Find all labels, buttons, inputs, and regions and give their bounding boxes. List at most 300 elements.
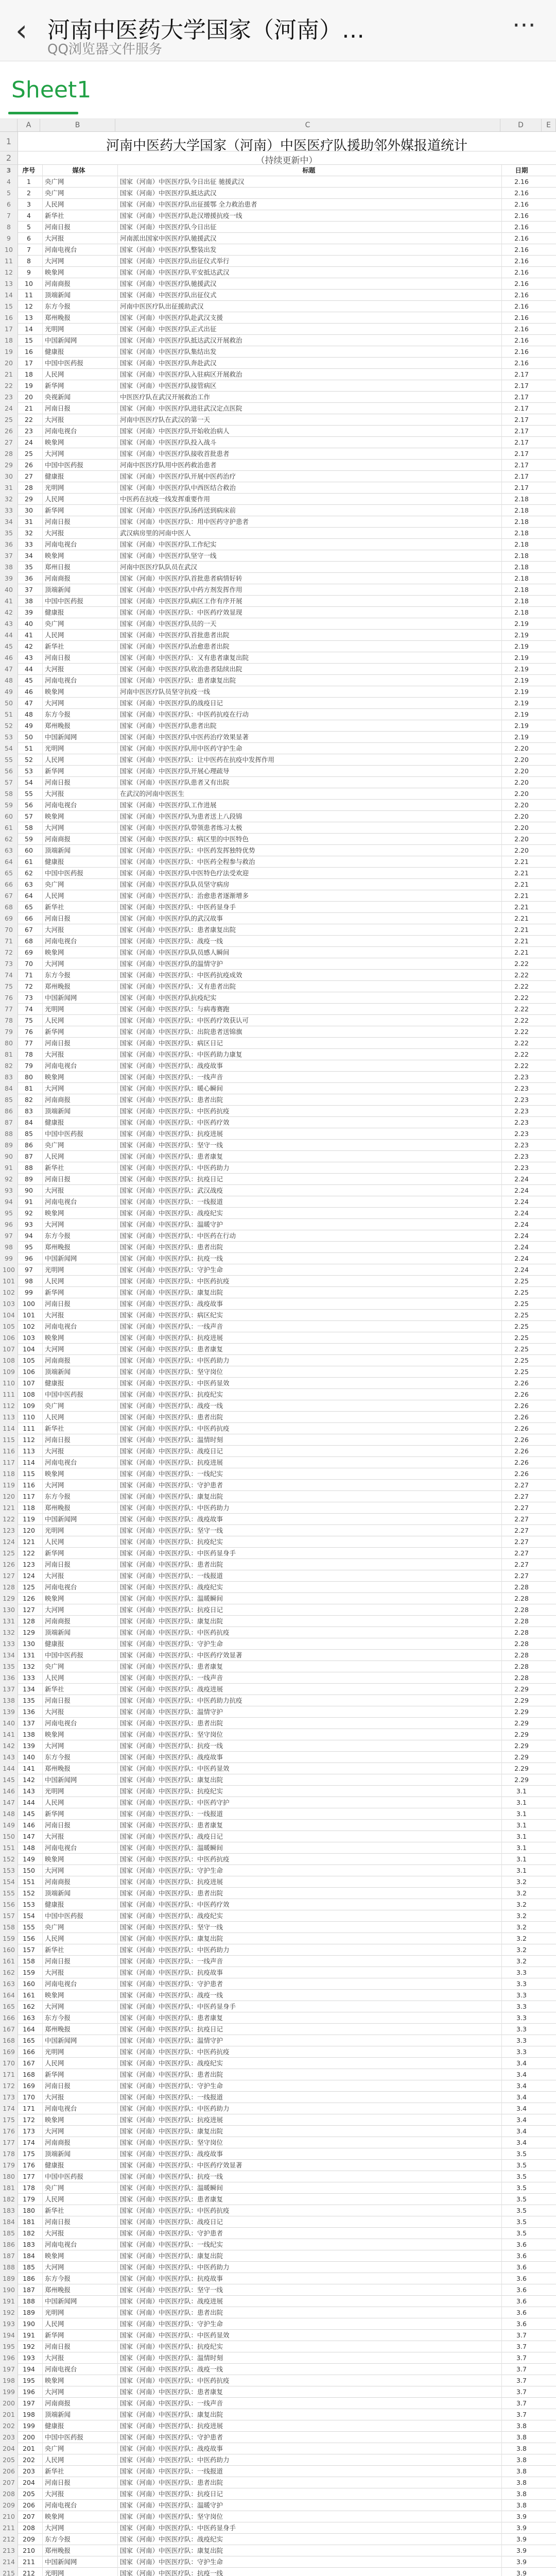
header-date[interactable]: 日期 [501,165,541,176]
cell-media[interactable]: 人民网 [42,2194,117,2205]
row-number[interactable]: 195 [0,2341,18,2352]
cell-headline[interactable]: 国家（河南）中医医疗队：康复出院 [117,2545,502,2556]
cell-media[interactable]: 新华社 [42,2205,117,2216]
row-number[interactable]: 58 [0,788,18,800]
cell-index[interactable]: 50 [25,733,33,741]
spreadsheet[interactable] [0,119,556,2576]
cell-index[interactable]: 38 [25,597,33,605]
cell-media[interactable]: 光明网 [42,1004,117,1015]
cell-media[interactable]: 河南商报 [42,1094,117,1106]
cell-media[interactable]: 光明网 [42,1786,117,1797]
cell-date[interactable]: 3.7 [501,2352,541,2364]
cell-headline[interactable]: 国家（河南）中医医疗队开始收治病人 [117,426,502,437]
cell-index[interactable]: 180 [23,2207,35,2214]
cell-index[interactable]: 128 [23,1617,35,1625]
row-number[interactable]: 138 [0,1695,18,1706]
cell-index[interactable]: 7 [27,246,31,253]
row-number[interactable]: 210 [0,2511,18,2522]
row-number[interactable]: 115 [0,1434,18,1446]
cell-media[interactable]: 河南电视台 [42,1321,117,1332]
row-number[interactable]: 76 [0,992,18,1004]
cell-date[interactable]: 3.4 [501,2092,541,2103]
cell-date[interactable]: 2.20 [501,845,541,856]
cell-media[interactable]: 新华社 [42,1684,117,1695]
cell-headline[interactable]: 中医药在抗疫一线发挥重要作用 [117,494,502,505]
row-number[interactable]: 45 [0,641,18,652]
cell-date[interactable]: 3.1 [501,1865,541,1876]
cell-date[interactable]: 3.9 [501,2545,541,2556]
cell-headline[interactable]: 国家（河南）中医医疗队用中医药守护生命 [117,743,502,754]
cell-media[interactable]: 河南日报 [42,2477,117,2488]
cell-media[interactable]: 大河报 [42,1049,117,1060]
cell-headline[interactable]: 国家（河南）中医医疗队：战疫日记 [117,1446,502,1457]
cell-media[interactable]: 央广网 [42,1400,117,1412]
cell-date[interactable]: 3.5 [501,2148,541,2160]
cell-date[interactable]: 2.23 [501,1072,541,1083]
cell-index[interactable]: 204 [23,2479,35,2486]
cell-index[interactable]: 163 [23,2014,35,2022]
cell-media[interactable]: 映象网 [42,437,117,448]
cell-headline[interactable]: 国家（河南）中医医疗队出征仪式举行 [117,256,502,267]
cell-headline[interactable]: 国家（河南）中医医疗队：中医药助力 [117,1502,502,1514]
cell-headline[interactable]: 国家（河南）中医医疗队：中医药助力康复 [117,1049,502,1060]
row-number[interactable]: 40 [0,584,18,596]
row-number[interactable]: 123 [0,1525,18,1536]
cell-index[interactable]: 200 [23,2433,35,2441]
cell-headline[interactable]: 国家（河南）中医医疗队：中医药助力 [117,1944,502,1956]
cell-headline[interactable]: 国家（河南）中医医疗队：中医药助力 [117,2454,502,2466]
cell-headline[interactable]: 国家（河南）中医医疗队：守护生命 [117,1264,502,1276]
cell-index[interactable]: 33 [25,540,33,548]
cell-date[interactable]: 2.16 [501,335,541,346]
cell-date[interactable]: 2.23 [501,1162,541,1174]
cell-headline[interactable]: 国家（河南）中医医疗队首批患者病情好转 [117,573,502,584]
cell-date[interactable]: 3.9 [501,2534,541,2545]
cell-date[interactable]: 2.16 [501,199,541,210]
cell-date[interactable]: 3.5 [501,2160,541,2171]
cell-headline[interactable]: 国家（河南）中医医疗队：患者出院 [117,1559,502,1570]
cell-index[interactable]: 15 [25,336,33,344]
cell-media[interactable]: 映象网 [42,1072,117,1083]
row-number[interactable]: 103 [0,1298,18,1310]
cell-index[interactable]: 172 [23,2116,35,2124]
row-number[interactable]: 190 [0,2284,18,2296]
cell-index[interactable]: 160 [23,1980,35,1988]
cell-headline[interactable]: 国家（河南）中医医疗队出征援鄂 全力救治患者 [117,199,502,210]
cell-media[interactable]: 河南电视台 [42,2500,117,2511]
row-number[interactable]: 107 [0,1344,18,1355]
cell-headline[interactable]: 国家（河南）中医医疗队：一线报道 [117,1570,502,1582]
cell-date[interactable]: 3.4 [501,2137,541,2148]
cell-headline[interactable]: 国家（河南）中医医疗队：战疫一线 [117,936,502,947]
cell-index[interactable]: 188 [23,2297,35,2305]
cell-media[interactable]: 顶端新闻 [42,290,117,301]
cell-date[interactable]: 3.2 [501,1933,541,1944]
row-number[interactable]: 49 [0,686,18,698]
cell-media[interactable]: 郑州晚报 [42,720,117,732]
cell-headline[interactable]: 国家（河南）中医医疗队：一线报道 [117,1196,502,1208]
row-number[interactable]: 185 [0,2228,18,2239]
cell-date[interactable]: 2.20 [501,811,541,822]
row-number[interactable]: 20 [0,358,18,369]
cell-media[interactable]: 河南电视台 [42,2239,117,2250]
cell-headline[interactable]: 国家（河南）中医医疗队：中医药抗疫 [117,2375,502,2386]
cell-headline[interactable]: 国家（河南）中医医疗队：温情时刻 [117,1434,502,1446]
cell-headline[interactable]: 国家（河南）中医医疗队：温暖守护 [117,1219,502,1230]
cell-date[interactable]: 2.27 [501,1491,541,1502]
row-number[interactable]: 100 [0,1264,18,1276]
cell-index[interactable]: 51 [25,744,33,752]
cell-headline[interactable]: 国家（河南）中医医疗队：坚守一线 [117,1525,502,1536]
cell-index[interactable]: 27 [25,472,33,480]
cell-headline[interactable]: 国家（河南）中医医疗队：抗疫日记 [117,2024,502,2035]
row-number[interactable]: 147 [0,1797,18,1808]
cell-index[interactable]: 16 [25,348,33,355]
cell-index[interactable]: 146 [23,1821,35,1829]
cell-date[interactable]: 3.7 [501,2409,541,2420]
row-number[interactable]: 171 [0,2069,18,2080]
cell-media[interactable]: 中国新闻网 [42,335,117,346]
cell-media[interactable]: 映象网 [42,1593,117,1604]
row-number[interactable]: 188 [0,2262,18,2273]
row-number[interactable]: 46 [0,652,18,664]
cell-index[interactable]: 148 [23,1844,35,1852]
row-number[interactable]: 93 [0,1185,18,1196]
cell-media[interactable]: 大河报 [42,2092,117,2103]
cell-headline[interactable]: 国家（河南）中医医疗队：抗疫进展 [117,1457,502,1468]
row-number[interactable]: 154 [0,1876,18,1888]
cell-headline[interactable]: 国家（河南）中医医疗队：抗疫纪实 [117,1536,502,1548]
row-number[interactable]: 83 [0,1072,18,1083]
cell-media[interactable]: 河南电视台 [42,1582,117,1593]
cell-date[interactable]: 2.20 [501,766,541,777]
cell-date[interactable]: 2.24 [501,1264,541,1276]
cell-headline[interactable]: 国家（河南）中医医疗队：康复出院 [117,2126,502,2137]
cell-media[interactable]: 人民网 [42,1276,117,1287]
cell-date[interactable]: 3.8 [501,2443,541,2454]
cell-headline[interactable]: 国家（河南）中医医疗队：坚守一线 [117,1140,502,1151]
cell-index[interactable]: 126 [23,1595,35,1602]
cell-headline[interactable]: 国家（河南）中医医疗队治愈患者出院 [117,641,502,652]
cell-index[interactable]: 36 [25,574,33,582]
row-number[interactable]: 132 [0,1627,18,1638]
cell-index[interactable]: 60 [25,846,33,854]
cell-index[interactable]: 125 [23,1583,35,1591]
cell-date[interactable]: 3.4 [501,2069,541,2080]
cell-index[interactable]: 23 [25,427,33,435]
cell-index[interactable]: 112 [23,1436,35,1444]
cell-headline[interactable]: 国家（河南）中医医疗队：坚守岗位 [117,2511,502,2522]
cell-headline[interactable]: 国家（河南）中医医疗队：中医药抗疫 [117,1276,502,1287]
cell-headline[interactable]: 国家（河南）中医医疗队：用中医药守护患者 [117,516,502,528]
cell-media[interactable]: 大河报 [42,2228,117,2239]
cell-media[interactable]: 健康报 [42,856,117,868]
cell-index[interactable]: 210 [23,2547,35,2554]
row-number[interactable]: 142 [0,1740,18,1752]
cell-headline[interactable]: 国家（河南）中医医疗队赴汉增援抗疫一线 [117,210,502,222]
cell-date[interactable]: 2.25 [501,1344,541,1355]
cell-date[interactable]: 2.27 [501,1480,541,1491]
cell-date[interactable]: 2.21 [501,947,541,958]
row-number[interactable]: 16 [0,312,18,324]
cell-date[interactable]: 2.22 [501,1049,541,1060]
cell-date[interactable]: 2.29 [501,1706,541,1718]
cell-date[interactable]: 2.20 [501,834,541,845]
cell-index[interactable]: 57 [25,812,33,820]
cell-date[interactable]: 2.29 [501,1695,541,1706]
cell-index[interactable]: 174 [23,2139,35,2146]
row-number[interactable]: 113 [0,1412,18,1423]
row-number[interactable]: 111 [0,1389,18,1400]
row-number[interactable]: 68 [0,902,18,913]
cell-media[interactable]: 顶端新闻 [42,1366,117,1378]
cell-media[interactable]: 中国中医药报 [42,1389,117,1400]
cell-date[interactable]: 2.27 [501,1548,541,1559]
cell-headline[interactable]: 河南中医医疗队队员在武汉 [117,562,502,573]
row-number[interactable]: 159 [0,1933,18,1944]
cell-media[interactable]: 新华社 [42,641,117,652]
cell-date[interactable]: 2.17 [501,471,541,482]
cell-media[interactable]: 大河网 [42,958,117,970]
cell-date[interactable]: 2.24 [501,1230,541,1242]
row-number[interactable]: 13 [0,278,18,290]
row-number[interactable]: 74 [0,970,18,981]
cell-media[interactable]: 人民网 [42,1933,117,1944]
cell-date[interactable]: 3.6 [501,2296,541,2307]
cell-index[interactable]: 124 [23,1572,35,1580]
row-number[interactable]: 48 [0,675,18,686]
cell-date[interactable]: 2.28 [501,1661,541,1672]
cell-date[interactable]: 2.25 [501,1276,541,1287]
cell-date[interactable]: 3.3 [501,2024,541,2035]
cell-headline[interactable]: 国家（河南）中医医疗队队员感人瞬间 [117,947,502,958]
cell-headline[interactable]: 国家（河南）中医医疗队：战疫故事 [117,2148,502,2160]
cell-media[interactable]: 人民网 [42,890,117,902]
row-number[interactable]: 175 [0,2114,18,2126]
row-number[interactable]: 192 [0,2307,18,2318]
row-number[interactable]: 200 [0,2398,18,2409]
cell-headline[interactable]: 国家（河南）中医医疗队：抗疫纪实 [117,1389,502,1400]
cell-media[interactable]: 河南商报 [42,1876,117,1888]
row-number[interactable]: 112 [0,1400,18,1412]
cell-date[interactable]: 2.16 [501,176,541,188]
cell-index[interactable]: 211 [23,2558,35,2566]
cell-headline[interactable]: 国家（河南）中医医疗队：患者出院 [117,2477,502,2488]
cell-date[interactable]: 3.1 [501,1842,541,1854]
cell-headline[interactable]: 河南派出国家中医医疗队驰援武汉 [117,233,502,244]
row-number[interactable]: 55 [0,754,18,766]
cell-headline[interactable]: 国家（河南）中医医疗队：抗疫进展 [117,1128,502,1140]
cell-media[interactable]: 人民网 [42,2318,117,2330]
cell-media[interactable]: 河南电视台 [42,1978,117,1990]
cell-headline[interactable]: 国家（河南）中医医疗队驰援武汉 [117,278,502,290]
corner-cell[interactable] [0,119,18,131]
cell-index[interactable]: 25 [25,450,33,457]
cell-media[interactable]: 中国中医药报 [42,596,117,607]
cell-date[interactable]: 3.2 [501,1944,541,1956]
cell-index[interactable]: 120 [23,1527,35,1534]
cell-index[interactable]: 104 [23,1345,35,1353]
cell-media[interactable]: 健康报 [42,1899,117,1910]
cell-date[interactable]: 2.22 [501,992,541,1004]
row-number[interactable]: 150 [0,1831,18,1842]
cell-index[interactable]: 190 [23,2320,35,2328]
cell-media[interactable]: 光明网 [42,1264,117,1276]
cell-index[interactable]: 166 [23,2048,35,2056]
cell-index[interactable]: 45 [25,676,33,684]
row-number[interactable]: 79 [0,1026,18,1038]
cell-date[interactable]: 2.17 [501,380,541,392]
cell-date[interactable]: 2.29 [501,1729,541,1740]
row-number[interactable]: 91 [0,1162,18,1174]
row-number[interactable]: 84 [0,1083,18,1094]
cell-index[interactable]: 99 [25,1289,33,1296]
cell-index[interactable]: 83 [25,1107,33,1115]
cell-headline[interactable]: 国家（河南）中医医疗队收治患者陆续出院 [117,664,502,675]
cell-index[interactable]: 89 [25,1175,33,1183]
row-number[interactable]: 167 [0,2024,18,2035]
cell-media[interactable]: 映象网 [42,1332,117,1344]
cell-index[interactable]: 186 [23,2275,35,2282]
cell-headline[interactable]: 国家（河南）中医医疗队：温暖瞬间 [117,2182,502,2194]
cell-date[interactable]: 3.5 [501,2205,541,2216]
cell-headline[interactable]: 国家（河南）中医医疗队：中医药抗疫 [117,1106,502,1117]
row-number[interactable]: 137 [0,1684,18,1695]
cell-headline[interactable]: 国家（河南）中医医疗队：中医药疗效 [117,1117,502,1128]
cell-index[interactable]: 66 [25,914,33,922]
row-number[interactable]: 56 [0,766,18,777]
cell-headline[interactable]: 国家（河南）中医医疗队：抗疫日记 [117,2488,502,2500]
cell-media[interactable]: 大河网 [42,1604,117,1616]
cell-date[interactable]: 3.8 [501,2500,541,2511]
cell-media[interactable]: 光明网 [42,482,117,494]
cell-index[interactable]: 143 [23,1787,35,1795]
row-number[interactable]: 57 [0,777,18,788]
cell-media[interactable]: 新华网 [42,2069,117,2080]
cell-headline[interactable]: 国家（河南）中医医疗队：中医药疗效显著 [117,2160,502,2171]
cell-headline[interactable]: 国家（河南）中医医疗队整装出发 [117,244,502,256]
cell-date[interactable]: 2.25 [501,1366,541,1378]
row-number[interactable]: 104 [0,1310,18,1321]
row-number[interactable]: 197 [0,2364,18,2375]
cell-media[interactable]: 健康报 [42,1117,117,1128]
cell-date[interactable]: 2.18 [501,562,541,573]
row-number[interactable]: 126 [0,1559,18,1570]
cell-index[interactable]: 162 [23,2003,35,2010]
row-number[interactable]: 19 [0,346,18,358]
cell-index[interactable]: 100 [23,1300,35,1308]
cell-index[interactable]: 129 [23,1629,35,1636]
cell-date[interactable]: 2.25 [501,1355,541,1366]
cell-date[interactable]: 2.16 [501,346,541,358]
cell-index[interactable]: 119 [23,1515,35,1523]
cell-date[interactable]: 2.16 [501,301,541,312]
cell-headline[interactable]: 国家（河南）中医医疗队：一线声音 [117,2398,502,2409]
row-number[interactable]: 24 [0,403,18,414]
cell-index[interactable]: 47 [25,699,33,707]
cell-date[interactable]: 2.26 [501,1412,541,1423]
cell-date[interactable]: 2.18 [501,596,541,607]
cell-date[interactable]: 2.25 [501,1310,541,1321]
cell-media[interactable]: 中国中医药报 [42,2432,117,2443]
cell-index[interactable]: 59 [25,835,33,843]
cell-date[interactable]: 2.16 [501,358,541,369]
cell-date[interactable]: 3.6 [501,2284,541,2296]
cell-media[interactable]: 新华社 [42,1423,117,1434]
cell-media[interactable]: 郑州晚报 [42,312,117,324]
cell-headline[interactable]: 国家（河南）中医医疗队：患者出院 [117,1412,502,1423]
cell-media[interactable]: 大河网 [42,1344,117,1355]
cell-date[interactable]: 2.21 [501,879,541,890]
cell-index[interactable]: 130 [23,1640,35,1648]
row-number[interactable]: 23 [0,392,18,403]
cell-date[interactable]: 2.19 [501,698,541,709]
cell-index[interactable]: 40 [25,620,33,628]
cell-index[interactable]: 178 [23,2184,35,2192]
cell-media[interactable]: 中国中医药报 [42,1128,117,1140]
cell-headline[interactable]: 国家（河南）中医医疗队：一线声音 [117,1672,502,1684]
cell-media[interactable]: 映象网 [42,947,117,958]
row-number[interactable]: 204 [0,2443,18,2454]
cell-headline[interactable]: 国家（河南）中医医疗队：患者康复 [117,1344,502,1355]
cell-index[interactable]: 159 [23,1969,35,1976]
row-number[interactable]: 208 [0,2488,18,2500]
row-number[interactable]: 168 [0,2035,18,2046]
cell-date[interactable]: 2.27 [501,1536,541,1548]
row-number[interactable]: 7 [0,210,18,222]
cell-media[interactable]: 河南电视台 [42,1457,117,1468]
cell-headline[interactable]: 国家（河南）中医医疗队：一线声音 [117,1956,502,1967]
cell-index[interactable]: 52 [25,756,33,764]
cell-headline[interactable]: 国家（河南）中医医疗队：中医药显身手 [117,902,502,913]
cell-media[interactable]: 央广网 [42,879,117,890]
cell-date[interactable]: 2.28 [501,1672,541,1684]
cell-media[interactable]: 新华网 [42,1287,117,1298]
cell-index[interactable]: 43 [25,654,33,662]
cell-index[interactable]: 152 [23,1889,35,1897]
cell-headline[interactable]: 国家（河南）中医医疗队：战疫故事 [117,1298,502,1310]
cell-date[interactable]: 2.19 [501,641,541,652]
cell-headline[interactable]: 国家（河南）中医医疗队中医药治疗效果显著 [117,732,502,743]
cell-media[interactable]: 河南日报 [42,1298,117,1310]
cell-date[interactable]: 3.2 [501,1876,541,1888]
cell-date[interactable]: 2.22 [501,1026,541,1038]
cell-date[interactable]: 2.18 [501,505,541,516]
row-number[interactable]: 174 [0,2103,18,2114]
cell-media[interactable]: 映象网 [42,2114,117,2126]
cell-index[interactable]: 17 [25,359,33,367]
cell-media[interactable]: 中国新闻网 [42,1774,117,1786]
cell-date[interactable]: 2.18 [501,539,541,550]
cell-headline[interactable]: 国家（河南）中医医疗队：温暖守护 [117,2500,502,2511]
row-number[interactable]: 135 [0,1661,18,1672]
cell-headline[interactable]: 国家（河南）中医医疗队：中医药疗效获认可 [117,1015,502,1026]
cell-headline[interactable]: 国家（河南）中医医疗队：抗疫故事 [117,2273,502,2284]
cell-date[interactable]: 3.4 [501,2126,541,2137]
cell-media[interactable]: 河南日报 [42,652,117,664]
cell-date[interactable]: 2.16 [501,290,541,301]
cell-date[interactable]: 2.22 [501,1038,541,1049]
cell-headline[interactable]: 国家（河南）中医医疗队：温暖瞬间 [117,1842,502,1854]
cell-media[interactable]: 大河网 [42,256,117,267]
cell-index[interactable]: 187 [23,2286,35,2294]
cell-index[interactable]: 97 [25,1266,33,1274]
row-number[interactable]: 28 [0,448,18,460]
cell-date[interactable]: 2.27 [501,1525,541,1536]
cell-media[interactable]: 央广网 [42,176,117,188]
cell-date[interactable]: 2.23 [501,1117,541,1128]
cell-media[interactable]: 央广网 [42,618,117,630]
